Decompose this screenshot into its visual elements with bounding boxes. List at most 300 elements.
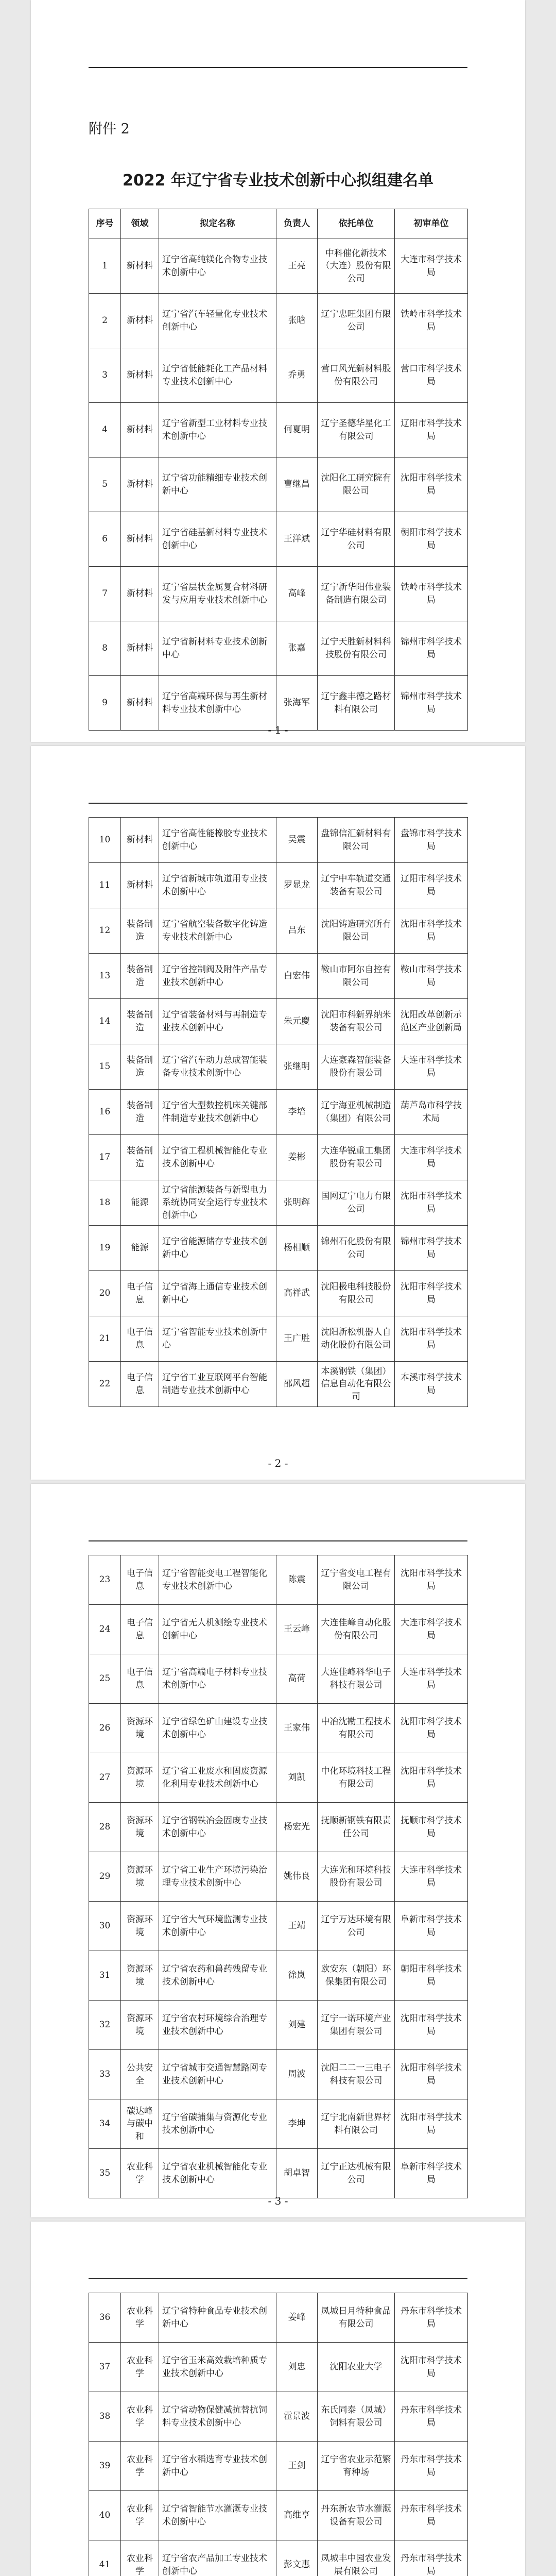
cell-no: 28 xyxy=(89,1803,121,1852)
cell-no: 7 xyxy=(89,567,121,621)
cell-leader: 白宏伟 xyxy=(276,954,318,999)
cell-unit: 东氏同泰（凤城）饲料有限公司 xyxy=(318,2392,395,2442)
cell-name: 辽宁省工程机械智能化专业技术创新中心 xyxy=(159,1135,276,1180)
cell-unit: 辽宁北南新世界材料有限公司 xyxy=(318,2099,395,2149)
cell-name: 辽宁省新材料专业技术创新中心 xyxy=(159,621,276,676)
cell-leader: 刘忠 xyxy=(276,2343,318,2392)
cell-name: 辽宁省无人机测绘专业技术创新中心 xyxy=(159,1605,276,1654)
cell-leader: 张明辉 xyxy=(276,1180,318,1226)
table-row xyxy=(89,1951,468,2001)
cell-no: 18 xyxy=(89,1180,121,1226)
cell-unit: 辽宁天胜新材料科技股份有限公司 xyxy=(318,621,395,676)
cell-unit: 中科催化新技术（大连）股份有限公司 xyxy=(318,239,395,294)
cell-unit: 沈阳农业大学 xyxy=(318,2343,395,2392)
cell-reviewer: 沈阳市科学技术局 xyxy=(395,1316,468,1362)
cell-reviewer: 沈阳市科学技术局 xyxy=(395,908,468,954)
cell-leader: 刘建 xyxy=(276,2001,318,2050)
document-page-3 xyxy=(31,1484,525,2217)
nominee-table-page-2 xyxy=(89,817,468,1407)
nominee-table-page-1 xyxy=(89,209,468,731)
cell-no: 2 xyxy=(89,294,121,348)
cell-reviewer: 锦州市科学技术局 xyxy=(395,1226,468,1271)
cell-leader: 张继明 xyxy=(276,1044,318,1090)
table-row xyxy=(89,348,468,403)
column-header-no: 序号 xyxy=(89,209,121,239)
table-row xyxy=(89,1654,468,1704)
cell-leader: 刘凯 xyxy=(276,1753,318,1803)
cell-leader: 杨相顺 xyxy=(276,1226,318,1271)
nominee-table-page-3 xyxy=(89,1555,468,2198)
cell-reviewer: 沈阳市科学技术局 xyxy=(395,2099,468,2149)
table-row xyxy=(89,2343,468,2392)
table-row xyxy=(89,2540,468,2576)
cell-leader: 王洋斌 xyxy=(276,512,318,567)
cell-leader: 王云峰 xyxy=(276,1605,318,1654)
cell-leader: 高维亨 xyxy=(276,2491,318,2540)
cell-unit: 大连佳峰自动化股份有限公司 xyxy=(318,1605,395,1654)
cell-name: 辽宁省高纯镁化合物专业技术创新中心 xyxy=(159,239,276,294)
cell-reviewer: 辽阳市科学技术局 xyxy=(395,403,468,457)
cell-leader: 邵风超 xyxy=(276,1362,318,1407)
table-row xyxy=(89,2491,468,2540)
page-number: - 2 - xyxy=(268,1457,288,1469)
table-row xyxy=(89,294,468,348)
cell-unit: 凤城日月特种食品有限公司 xyxy=(318,2293,395,2343)
cell-leader: 姜彬 xyxy=(276,1135,318,1180)
cell-name: 辽宁省农村环境综合治理专业技术创新中心 xyxy=(159,2001,276,2050)
cell-name: 辽宁省海上通信专业技术创新中心 xyxy=(159,1271,276,1316)
cell-no: 31 xyxy=(89,1951,121,2001)
cell-name: 辽宁省汽车轻量化专业技术创新中心 xyxy=(159,294,276,348)
cell-field: 资源环境 xyxy=(121,2001,159,2050)
cell-leader: 高峰 xyxy=(276,567,318,621)
cell-no: 3 xyxy=(89,348,121,403)
cell-name: 辽宁省高性能橡胶专业技术创新中心 xyxy=(159,818,276,863)
cell-reviewer: 大连市科学技术局 xyxy=(395,1044,468,1090)
cell-leader: 姜峰 xyxy=(276,2293,318,2343)
cell-field: 资源环境 xyxy=(121,1951,159,2001)
table-row xyxy=(89,676,468,731)
cell-field: 新材料 xyxy=(121,457,159,512)
cell-reviewer: 丹东市科学技术局 xyxy=(395,2491,468,2540)
cell-name: 辽宁省层状金属复合材料研发与应用专业技术创新中心 xyxy=(159,567,276,621)
cell-name: 辽宁省碳捕集与资源化专业技术创新中心 xyxy=(159,2099,276,2149)
cell-name: 辽宁省低能耗化工产品材料专业技术创新中心 xyxy=(159,348,276,403)
cell-reviewer: 沈阳市科学技术局 xyxy=(395,457,468,512)
nominee-table-page-4 xyxy=(89,2293,468,2576)
cell-no: 11 xyxy=(89,863,121,908)
table-row xyxy=(89,621,468,676)
cell-no: 19 xyxy=(89,1226,121,1271)
cell-name: 辽宁省绿色矿山建设专业技术创新中心 xyxy=(159,1704,276,1753)
cell-reviewer: 大连市科学技术局 xyxy=(395,1852,468,1902)
cell-no: 30 xyxy=(89,1902,121,1951)
cell-reviewer: 沈阳市科学技术局 xyxy=(395,1180,468,1226)
column-header-leader: 负责人 xyxy=(276,209,318,239)
cell-reviewer: 丹东市科学技术局 xyxy=(395,2392,468,2442)
cell-field: 公共安全 xyxy=(121,2050,159,2099)
table-row xyxy=(89,512,468,567)
cell-no: 29 xyxy=(89,1852,121,1902)
cell-reviewer: 本溪市科学技术局 xyxy=(395,1362,468,1407)
cell-no: 17 xyxy=(89,1135,121,1180)
cell-name: 辽宁省大气环境监测专业技术创新中心 xyxy=(159,1902,276,1951)
header-rule xyxy=(89,67,467,68)
cell-unit: 盘锦信汇新材料有限公司 xyxy=(318,818,395,863)
cell-name: 辽宁省大型数控机床关键部件制造专业技术创新中心 xyxy=(159,1090,276,1135)
cell-no: 8 xyxy=(89,621,121,676)
table-row xyxy=(89,1852,468,1902)
cell-unit: 辽宁华硅材料有限公司 xyxy=(318,512,395,567)
cell-reviewer: 阜新市科学技术局 xyxy=(395,1902,468,1951)
cell-no: 20 xyxy=(89,1271,121,1316)
header-rule xyxy=(89,803,467,804)
cell-field: 新材料 xyxy=(121,567,159,621)
cell-reviewer: 沈阳市科学技术局 xyxy=(395,1753,468,1803)
cell-leader: 李坤 xyxy=(276,2099,318,2149)
table-row xyxy=(89,1316,468,1362)
cell-field: 新材料 xyxy=(121,512,159,567)
cell-leader: 霍景波 xyxy=(276,2392,318,2442)
cell-reviewer: 葫芦岛市科学技术局 xyxy=(395,1090,468,1135)
cell-no: 9 xyxy=(89,676,121,731)
cell-reviewer: 沈阳市科学技术局 xyxy=(395,1555,468,1605)
cell-unit: 营口风光新材料股份有限公司 xyxy=(318,348,395,403)
cell-leader: 乔勇 xyxy=(276,348,318,403)
cell-reviewer: 沈阳市科学技术局 xyxy=(395,2001,468,2050)
cell-no: 39 xyxy=(89,2442,121,2491)
cell-leader: 徐岚 xyxy=(276,1951,318,2001)
table-header-row xyxy=(89,209,468,239)
cell-leader: 吴震 xyxy=(276,818,318,863)
cell-leader: 高荷 xyxy=(276,1654,318,1704)
cell-field: 电子信息 xyxy=(121,1654,159,1704)
table-row xyxy=(89,403,468,457)
cell-unit: 中化环境科技工程有限公司 xyxy=(318,1753,395,1803)
table-row xyxy=(89,863,468,908)
cell-field: 农业科学 xyxy=(121,2392,159,2442)
cell-name: 辽宁省新型工业材料专业技术创新中心 xyxy=(159,403,276,457)
cell-leader: 王剑 xyxy=(276,2442,318,2491)
table-row xyxy=(89,2001,468,2050)
table-row xyxy=(89,1704,468,1753)
cell-unit: 锦州石化股份有限公司 xyxy=(318,1226,395,1271)
table-row xyxy=(89,567,468,621)
cell-name: 辽宁省航空装备数字化铸造专业技术创新中心 xyxy=(159,908,276,954)
cell-field: 农业科学 xyxy=(121,2293,159,2343)
cell-name: 辽宁省工业生产环境污染治理专业技术创新中心 xyxy=(159,1852,276,1902)
cell-name: 辽宁省工业废水和固废资源化利用专业技术创新中心 xyxy=(159,1753,276,1803)
cell-no: 16 xyxy=(89,1090,121,1135)
cell-unit: 鞍山市阿尔自控有限公司 xyxy=(318,954,395,999)
cell-unit: 辽宁一诺环境产业集团有限公司 xyxy=(318,2001,395,2050)
cell-no: 23 xyxy=(89,1555,121,1605)
cell-no: 4 xyxy=(89,403,121,457)
cell-reviewer: 丹东市科学技术局 xyxy=(395,2442,468,2491)
table-row xyxy=(89,1044,468,1090)
cell-name: 辽宁省钢铁冶金固废专业技术创新中心 xyxy=(159,1803,276,1852)
cell-leader: 王亮 xyxy=(276,239,318,294)
cell-no: 13 xyxy=(89,954,121,999)
table-row xyxy=(89,908,468,954)
cell-field: 新材料 xyxy=(121,294,159,348)
cell-leader: 周波 xyxy=(276,2050,318,2099)
cell-name: 辽宁省能源储存专业技术创新中心 xyxy=(159,1226,276,1271)
table-row xyxy=(89,1605,468,1654)
cell-field: 新材料 xyxy=(121,676,159,731)
cell-unit: 沈阳化工研究院有限公司 xyxy=(318,457,395,512)
cell-name: 辽宁省农产品加工专业技术创新中心 xyxy=(159,2540,276,2576)
cell-reviewer: 铁岭市科学技术局 xyxy=(395,567,468,621)
table-row xyxy=(89,457,468,512)
cell-field: 新材料 xyxy=(121,621,159,676)
cell-field: 碳达峰与碳中和 xyxy=(121,2099,159,2149)
cell-field: 电子信息 xyxy=(121,1605,159,1654)
cell-no: 37 xyxy=(89,2343,121,2392)
cell-leader: 彭文惠 xyxy=(276,2540,318,2576)
cell-unit: 沈阳二二一三电子科技有限公司 xyxy=(318,2050,395,2099)
cell-unit: 辽宁省农业示范繁育种场 xyxy=(318,2442,395,2491)
cell-no: 38 xyxy=(89,2392,121,2442)
header-rule xyxy=(89,1540,467,1541)
table-row xyxy=(89,1180,468,1226)
cell-field: 农业科学 xyxy=(121,2491,159,2540)
cell-name: 辽宁省装备材料与再制造专业技术创新中心 xyxy=(159,999,276,1044)
table-row xyxy=(89,2293,468,2343)
cell-reviewer: 大连市科学技术局 xyxy=(395,239,468,294)
cell-name: 辽宁省水稻选育专业技术创新中心 xyxy=(159,2442,276,2491)
cell-name: 辽宁省城市交通智慧路网专业技术创新中心 xyxy=(159,2050,276,2099)
cell-unit: 沈阳极电科技股份有限公司 xyxy=(318,1271,395,1316)
cell-unit: 辽宁新华阳伟业装备制造有限公司 xyxy=(318,567,395,621)
cell-leader: 高祥武 xyxy=(276,1271,318,1316)
cell-leader: 张嘉 xyxy=(276,621,318,676)
cell-name: 辽宁省动物保健减抗替抗饲料专业技术创新中心 xyxy=(159,2392,276,2442)
cell-reviewer: 沈阳市科学技术局 xyxy=(395,1704,468,1753)
cell-field: 能源 xyxy=(121,1226,159,1271)
cell-no: 36 xyxy=(89,2293,121,2343)
table-row xyxy=(89,2392,468,2442)
cell-field: 新材料 xyxy=(121,403,159,457)
page-number: - 3 - xyxy=(268,2195,288,2207)
cell-unit: 大连佳峰科华电子科技有限公司 xyxy=(318,1654,395,1704)
cell-no: 35 xyxy=(89,2149,121,2198)
cell-field: 资源环境 xyxy=(121,1902,159,1951)
cell-field: 资源环境 xyxy=(121,1753,159,1803)
cell-reviewer: 朝阳市科学技术局 xyxy=(395,512,468,567)
cell-name: 辽宁省高端环保与再生新材料专业技术创新中心 xyxy=(159,676,276,731)
cell-reviewer: 营口市科学技术局 xyxy=(395,348,468,403)
table-row xyxy=(89,818,468,863)
cell-name: 辽宁省智能节水灌溉专业技术创新中心 xyxy=(159,2491,276,2540)
cell-reviewer: 铁岭市科学技术局 xyxy=(395,294,468,348)
cell-field: 装备制造 xyxy=(121,1090,159,1135)
cell-no: 22 xyxy=(89,1362,121,1407)
cell-unit: 凤城丰中园农业发展有限公司 xyxy=(318,2540,395,2576)
cell-field: 装备制造 xyxy=(121,1044,159,1090)
cell-name: 辽宁省工业互联网平台智能制造专业技术创新中心 xyxy=(159,1362,276,1407)
cell-field: 新材料 xyxy=(121,239,159,294)
cell-field: 资源环境 xyxy=(121,1704,159,1753)
cell-name: 辽宁省新城市轨道用专业技术创新中心 xyxy=(159,863,276,908)
cell-field: 新材料 xyxy=(121,818,159,863)
attachment-label: 附件 2 xyxy=(89,121,130,137)
cell-reviewer: 大连市科学技术局 xyxy=(395,1654,468,1704)
cell-unit: 辽宁鑫丰德之路材料有限公司 xyxy=(318,676,395,731)
cell-unit: 辽宁万达环境有限公司 xyxy=(318,1902,395,1951)
cell-unit: 沈阳市科新界纳米装备有限公司 xyxy=(318,999,395,1044)
cell-field: 能源 xyxy=(121,1180,159,1226)
table-row xyxy=(89,1753,468,1803)
cell-name: 辽宁省控制阀及附件产品专业技术创新中心 xyxy=(159,954,276,999)
cell-unit: 辽宁正达机械有限公司 xyxy=(318,2149,395,2198)
cell-no: 40 xyxy=(89,2491,121,2540)
table-row xyxy=(89,954,468,999)
cell-no: 24 xyxy=(89,1605,121,1654)
cell-reviewer: 丹东市科学技术局 xyxy=(395,2293,468,2343)
table-row xyxy=(89,2050,468,2099)
header-rule xyxy=(89,2278,467,2279)
cell-reviewer: 抚顺市科学技术局 xyxy=(395,1803,468,1852)
cell-leader: 陈震 xyxy=(276,1555,318,1605)
cell-unit: 辽宁忠旺集团有限公司 xyxy=(318,294,395,348)
column-header-unit: 依托单位 xyxy=(318,209,395,239)
table-row xyxy=(89,239,468,294)
cell-no: 10 xyxy=(89,818,121,863)
cell-name: 辽宁省功能精细专业技术创新中心 xyxy=(159,457,276,512)
cell-unit: 抚顺新钢铁有限责任公司 xyxy=(318,1803,395,1852)
cell-field: 电子信息 xyxy=(121,1362,159,1407)
cell-leader: 胡卓智 xyxy=(276,2149,318,2198)
cell-name: 辽宁省特种食品专业技术创新中心 xyxy=(159,2293,276,2343)
cell-leader: 王广胜 xyxy=(276,1316,318,1362)
cell-reviewer: 沈阳改革创新示范区产业创新局 xyxy=(395,999,468,1044)
cell-no: 25 xyxy=(89,1654,121,1704)
table-row xyxy=(89,1803,468,1852)
cell-field: 装备制造 xyxy=(121,999,159,1044)
table-row xyxy=(89,2442,468,2491)
cell-unit: 沈阳新松机器人自动化股份有限公司 xyxy=(318,1316,395,1362)
cell-field: 装备制造 xyxy=(121,954,159,999)
cell-no: 27 xyxy=(89,1753,121,1803)
table-row xyxy=(89,1135,468,1180)
cell-reviewer: 大连市科学技术局 xyxy=(395,1135,468,1180)
cell-no: 15 xyxy=(89,1044,121,1090)
cell-reviewer: 阜新市科学技术局 xyxy=(395,2149,468,2198)
cell-reviewer: 沈阳市科学技术局 xyxy=(395,2343,468,2392)
cell-name: 辽宁省硅基新材料专业技术创新中心 xyxy=(159,512,276,567)
table-row xyxy=(89,1902,468,1951)
cell-unit: 辽宁圣德华星化工有限公司 xyxy=(318,403,395,457)
table-row xyxy=(89,1271,468,1316)
document-page-1 xyxy=(31,0,525,742)
column-header-field: 领域 xyxy=(121,209,159,239)
cell-unit: 本溪钢铁（集团）信息自动化有限公司 xyxy=(318,1362,395,1407)
cell-unit: 大连豪森智能装备股份有限公司 xyxy=(318,1044,395,1090)
cell-no: 1 xyxy=(89,239,121,294)
cell-no: 14 xyxy=(89,999,121,1044)
cell-name: 辽宁省汽车动力总成智能装备专业技术创新中心 xyxy=(159,1044,276,1090)
cell-field: 农业科学 xyxy=(121,2343,159,2392)
cell-unit: 欧安东（朝阳）环保集团有限公司 xyxy=(318,1951,395,2001)
cell-field: 装备制造 xyxy=(121,1135,159,1180)
cell-unit: 辽宁中车轨道交通装备有限公司 xyxy=(318,863,395,908)
cell-field: 资源环境 xyxy=(121,1852,159,1902)
cell-unit: 中冶沈勘工程技术有限公司 xyxy=(318,1704,395,1753)
cell-name: 辽宁省农业机械智能化专业技术创新中心 xyxy=(159,2149,276,2198)
cell-unit: 丹东新农节水灌溉设备有限公司 xyxy=(318,2491,395,2540)
cell-leader: 朱元慶 xyxy=(276,999,318,1044)
cell-reviewer: 盘锦市科学技术局 xyxy=(395,818,468,863)
document-title: 2022 年辽宁省专业技术创新中心拟组建名单 xyxy=(123,172,433,190)
cell-no: 6 xyxy=(89,512,121,567)
table-row xyxy=(89,999,468,1044)
cell-leader: 罗显龙 xyxy=(276,863,318,908)
cell-field: 电子信息 xyxy=(121,1316,159,1362)
cell-leader: 何夏明 xyxy=(276,403,318,457)
document-page-4 xyxy=(31,2222,525,2576)
cell-reviewer: 沈阳市科学技术局 xyxy=(395,1271,468,1316)
cell-name: 辽宁省高端电子材料专业技术创新中心 xyxy=(159,1654,276,1704)
cell-unit: 辽宁省变电工程有限公司 xyxy=(318,1555,395,1605)
cell-reviewer: 丹东市科学技术局 xyxy=(395,2540,468,2576)
table-row xyxy=(89,2149,468,2198)
cell-reviewer: 朝阳市科学技术局 xyxy=(395,1951,468,2001)
cell-field: 装备制造 xyxy=(121,908,159,954)
cell-leader: 姚伟良 xyxy=(276,1852,318,1902)
cell-reviewer: 大连市科学技术局 xyxy=(395,1605,468,1654)
cell-name: 辽宁省农药和兽药残留专业技术创新中心 xyxy=(159,1951,276,2001)
table-row xyxy=(89,2099,468,2149)
cell-leader: 李培 xyxy=(276,1090,318,1135)
cell-leader: 张晗 xyxy=(276,294,318,348)
cell-name: 辽宁省智能专业技术创新中心 xyxy=(159,1316,276,1362)
cell-no: 5 xyxy=(89,457,121,512)
table-row xyxy=(89,1226,468,1271)
table-row xyxy=(89,1555,468,1605)
column-header-name: 拟定名称 xyxy=(159,209,276,239)
cell-leader: 张海军 xyxy=(276,676,318,731)
cell-reviewer: 辽阳市科学技术局 xyxy=(395,863,468,908)
cell-name: 辽宁省玉米高效栽培种质专业技术创新中心 xyxy=(159,2343,276,2392)
cell-unit: 大连光和环境科技股份有限公司 xyxy=(318,1852,395,1902)
cell-reviewer: 沈阳市科学技术局 xyxy=(395,2050,468,2099)
cell-field: 新材料 xyxy=(121,348,159,403)
cell-unit: 大连华锐重工集团股份有限公司 xyxy=(318,1135,395,1180)
cell-reviewer: 锦州市科学技术局 xyxy=(395,676,468,731)
cell-field: 农业科学 xyxy=(121,2149,159,2198)
cell-unit: 辽宁海亚机械制造（集团）有限公司 xyxy=(318,1090,395,1135)
cell-leader: 杨宏光 xyxy=(276,1803,318,1852)
document-page-2 xyxy=(31,746,525,1480)
cell-field: 农业科学 xyxy=(121,2442,159,2491)
cell-leader: 吕东 xyxy=(276,908,318,954)
page-number: - 1 - xyxy=(268,724,288,736)
cell-unit: 沈阳铸造研究所有限公司 xyxy=(318,908,395,954)
cell-leader: 王家伟 xyxy=(276,1704,318,1753)
cell-leader: 王靖 xyxy=(276,1902,318,1951)
cell-no: 21 xyxy=(89,1316,121,1362)
cell-name: 辽宁省能源装备与新型电力系统协同安全运行专业技术创新中心 xyxy=(159,1180,276,1226)
cell-no: 33 xyxy=(89,2050,121,2099)
cell-leader: 曹继昌 xyxy=(276,457,318,512)
table-row xyxy=(89,1362,468,1407)
cell-field: 电子信息 xyxy=(121,1271,159,1316)
cell-no: 34 xyxy=(89,2099,121,2149)
cell-field: 新材料 xyxy=(121,863,159,908)
cell-no: 26 xyxy=(89,1704,121,1753)
cell-name: 辽宁省智能变电工程智能化专业技术创新中心 xyxy=(159,1555,276,1605)
